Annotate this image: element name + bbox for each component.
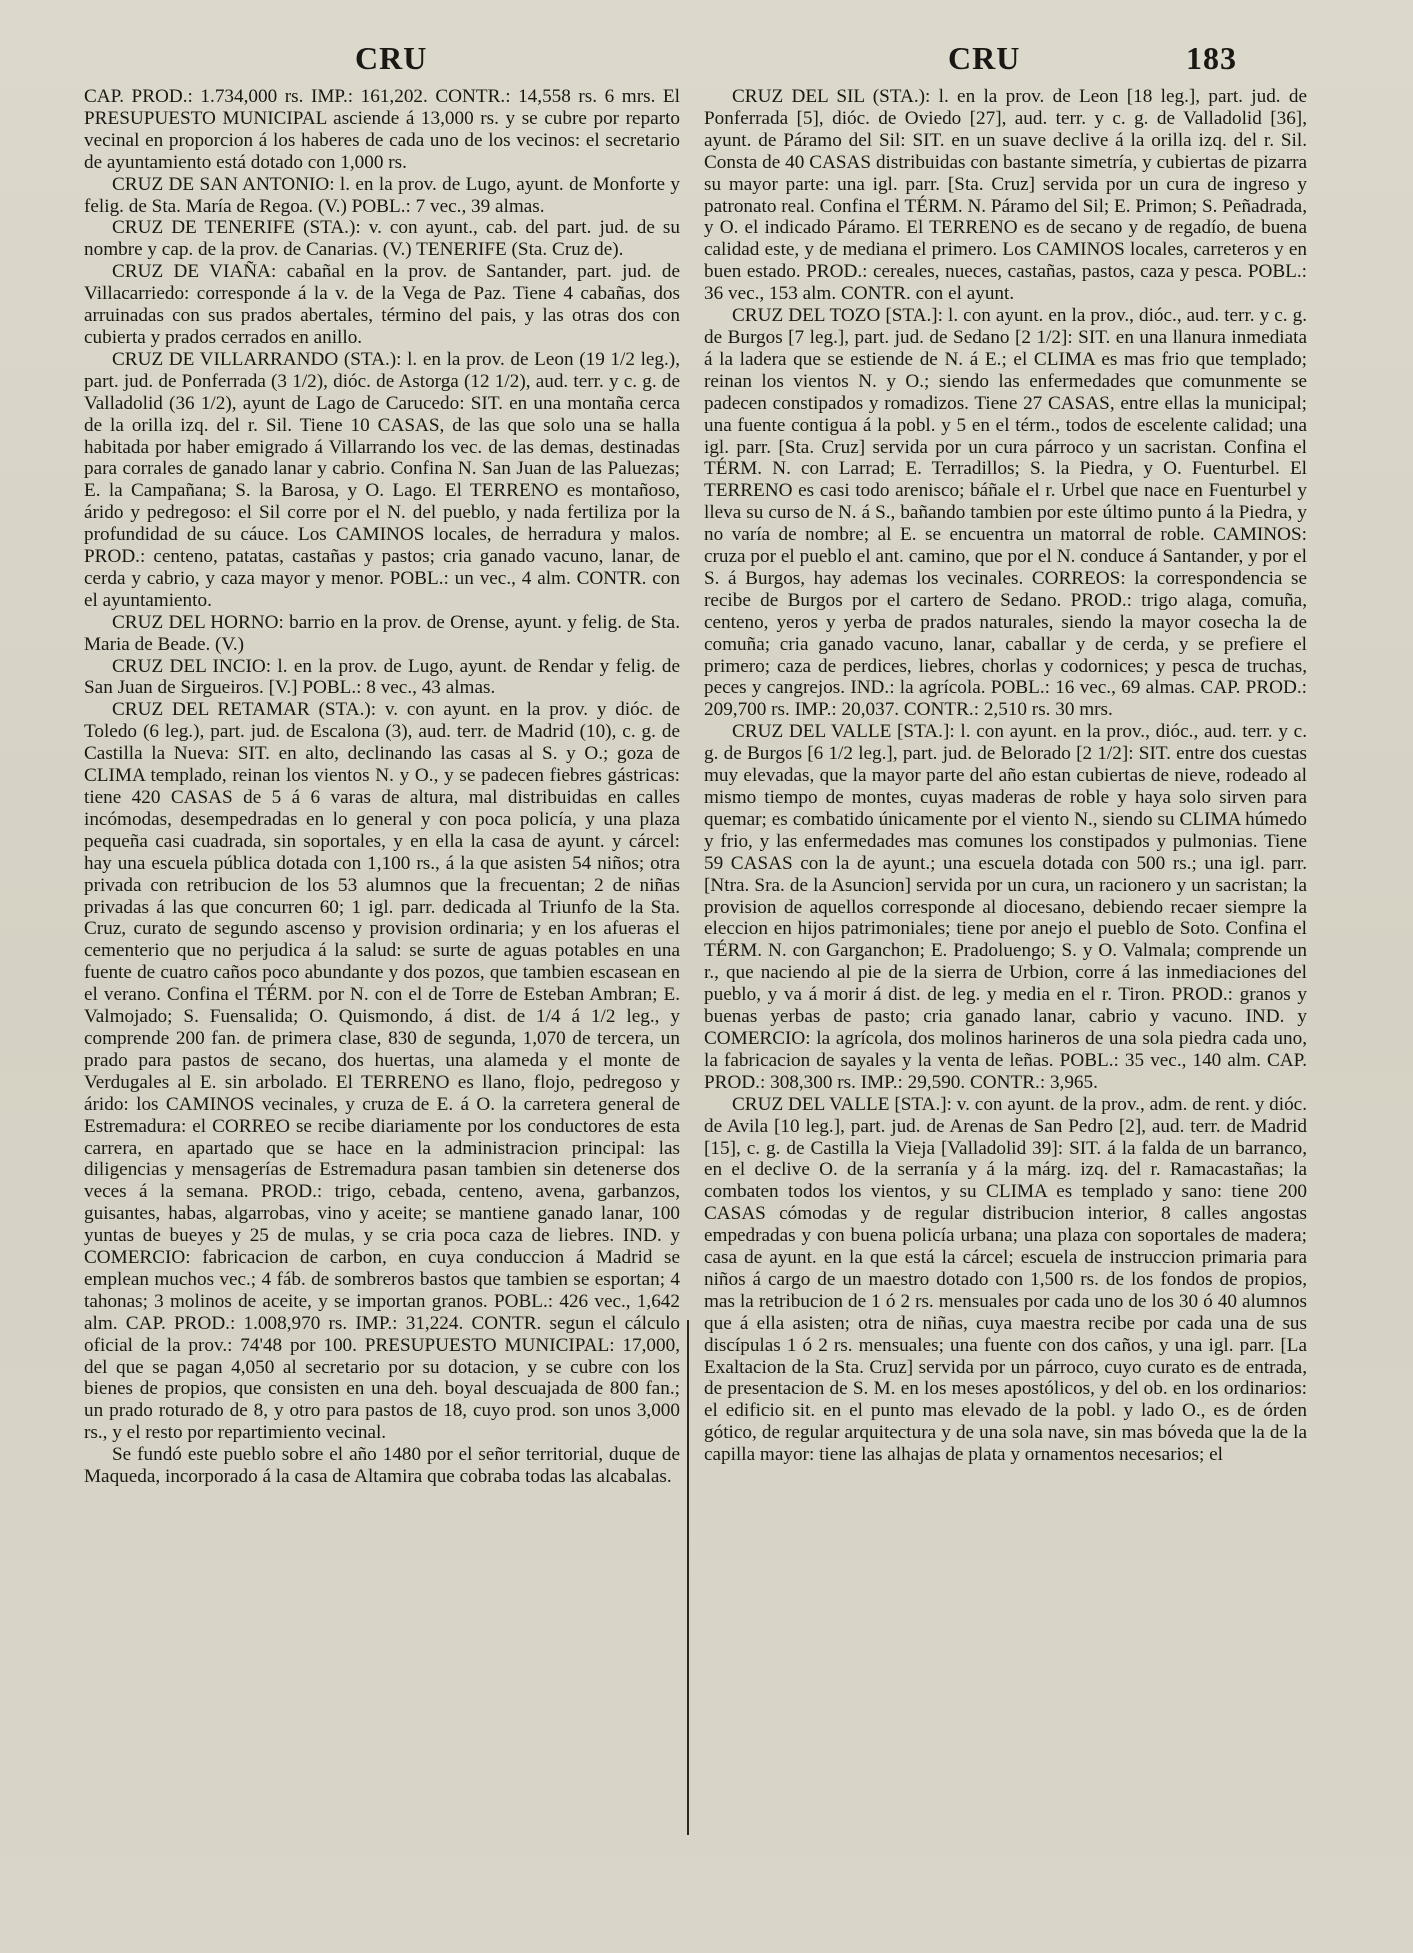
entry-cruz-de-san-antonio: CRUZ DE SAN ANTONIO: l. en la prov. de Lugo, ayunt. de Monforte y felig. de Sta. María de Regoa. (V.) POBL.: 7 vec., 39 almas. bbox=[84, 173, 680, 217]
entry-cruz-del-retamar: CRUZ DEL RETAMAR (STA.): v. con ayunt. en la prov. y dióc. de Toledo (6 leg.), part. jud. de Escalona (3), aud. terr. de Madrid (10), c. g. de Castilla la Nueva: SIT. en alto, declinando las casas al S. y O.; goza de CLIMA templado, reinan los vientos N. y O., y se padecen fiebres gástricas: tiene 420 CASAS de 5 á 6 varas de altura, mal distribuidas en calles incómodas, desempedradas en lo general y con poca policía, y una plaza pequeña casi cuadrada, sin soportales, y en ella la casa de ayunt. y cárcel: hay una escuela pública dotada con 1,100 rs., á la que asisten 54 niños; otra privada con retribucion de los 53 alumnos que la frecuentan; 2 de niñas privadas á las que concurren 60; 1 igl. parr. dedicada al Triunfo de la Sta. Cruz, curato de segundo ascenso y provision ordinaria; y en los afueras el cementerio que no perjudica á la salud: se surte de aguas potables en una fuente de cuatro caños poco abundante y dos pozos, que tambien escasean en el verano. Confina el TÉRM. por N. con el de Torre de Esteban Ambran; E. Valmojado; S. Fuensalida; O. Quismondo, á dist. de 1/4 á 1/2 leg., y comprende 200 fan. de primera clase, 830 de segunda, 1,070 de tercera, un prado para pastos de secano, dos huertas, una alameda y el monte de Verdugales al E. sin arbolado. El TERRENO es llano, flojo, pedregoso y árido: los CAMINOS vecinales, y cruza de E. á O. la carretera general de Estremadura: el CORREO se recibe diariamente por los conductores de esta carrera, en apartado que se hace en la administracion principal: las diligencias y mensagerías de Estremadura pasan tambien sin detenerse dos veces á la semana. PROD.: trigo, cebada, centeno, avena, garbanzos, guisantes, habas, algarrobas, vino y aceite; se mantiene ganado lanar, 100 yuntas de bueyes y 25 de mulas, y se cria poca caza de liebres. IND. y COMERCIO: fabricacion de carbon, en cuya conduccion á Madrid se emplean muchos vec.; 4 fáb. de sombreros bastos que tambien se esportan; 4 tahonas; 3 molinos de aceite, y se importan granos. POBL.: 426 vec., 1,642 alm. CAP. PROD.: 1.008,970 rs. IMP.: 31,224. CONTR. segun el cálculo oficial de la prov.: 74'48 por 100. PRESUPUESTO MUNICIPAL: 17,000, del que se pagan 4,050 al secretario por su dotacion, y se cubre con los bienes de propios, que consisten en una deh. boyal descuajada de 800 fan.; un prado roturado de 8, y otro para pastos de 18, cuyo prod. son unos 3,000 rs., y el resto por repartimiento vecinal. bbox=[84, 699, 680, 1444]
entry-paragraph: Se fundó este pueblo sobre el año 1480 por el señor territorial, duque de Maqueda, incorporado á la casa de Altamira que cobraba todas las alcabalas. bbox=[84, 1444, 680, 1488]
entry-cruz-del-incio: CRUZ DEL INCIO: l. en la prov. de Lugo, ayunt. de Rendar y felig. de San Juan de Sirgueiros. [V.] POBL.: 8 vec., 43 almas. bbox=[84, 655, 680, 699]
entry-cruz-de-villarrando: CRUZ DE VILLARRANDO (STA.): l. en la prov. de Leon (19 1/2 leg.), part. jud. de Ponferrada (3 1/2), dióc. de Astorga (12 1/2), aud. terr. y c. g. de Valladolid (36 1/2), ayunt de Lago de Carucedo: SIT. en una montaña cerca de la orilla izq. del r. Sil. Tiene 10 CASAS, de las que solo una se halla habitada por haber emigrado á Villarrando los vec. de las demas, destinadas para corrales de ganado lanar y cabrio. Confina N. San Juan de las Paluezas; E. la Campañana; S. la Barosa, y O. Lago. El TERRENO es montañoso, árido y pedregoso: el Sil corre por el N. del pueblo, y nada fertiliza por la profundidad de su cáuce. Los CAMINOS locales, de herradura y malos. PROD.: centeno, patatas, castañas y pastos; cria ganado vacuno, lanar, de cerda y cabrio, y caza mayor y menor. POBL.: un vec., 4 alm. CONTR. con el ayuntamiento. bbox=[84, 348, 680, 611]
left-column bbox=[84, 86, 680, 1488]
right-column bbox=[704, 86, 1307, 1466]
entry-cruz-del-tozo: CRUZ DEL TOZO [STA.]: l. con ayunt. en la prov., dióc., aud. terr. y c. g. de Burgos [7 leg.], part. jud. de Sedano [2 1/2]: SIT. en una llanura inmediata á la ladera que se estiende de N. á E.; el CLIMA es mas frio que templado; reinan los vientos N. y O.; siendo las enfermedades que comunmente se padecen constipados y romadizos. Tiene 27 CASAS, entre ellas la municipal; una fuente contigua á la pobl. y 5 en el térm., todos de escelente calidad; una igl. parr. [Sta. Cruz] servida por un cura párroco y un sacristan. Confina el TÉRM. N. con Larrad; E. Terradillos; S. la Piedra, y O. Fuenturbel. El TERRENO es casi todo arenisco; báñale el r. Urbel que nace en Fuenturbel y lleva su curso de N. á S., bañando tambien por este último punto á la Piedra, y no varía de nombre; al E. se encuentra un matorral de roble. CAMINOS: cruza por el pueblo el ant. camino, que por el N. conduce á Santander, y por el S. á Burgos, hay ademas los vecinales. CORREOS: la correspondencia se recibe de Burgos por el cartero de Sedano. PROD.: trigo alaga, comuña, centeno, yeros y yerba de prados naturales, siendo la mayor cosecha la de comuña; cria ganado vacuno, lanar, caballar y de cerda, y se prefiere el primero; caza de perdices, liebres, chorlas y codornices; y pesca de truchas, peces y cangrejos. IND.: la agrícola. POBL.: 16 vec., 69 almas. CAP. PROD.: 209,700 rs. IMP.: 20,037. CONTR.: 2,510 rs. 30 mrs. bbox=[704, 305, 1307, 721]
entry-cruz-de-tenerife: CRUZ DE TENERIFE (STA.): v. con ayunt., cab. del part. jud. de su nombre y cap. de la prov. de Canarias. (V.) TENERIFE (Sta. Cruz de). bbox=[84, 217, 680, 261]
entry-cruz-del-valle-avila: CRUZ DEL VALLE [STA.]: v. con ayunt. de la prov., adm. de rent. y dióc. de Avila [10 leg.], part. jud. de Arenas de San Pedro [2], aud. terr. de Madrid [15], c. g. de Castilla la Vieja [Valladolid 39]: SIT. á la falda de un barranco, en el declive O. de la serranía y á la márg. izq. del r. Ramacastañas; la combaten todos los vientos, y su CLIMA es templado y sano: tiene 200 CASAS cómodas y de regular distribucion interior, 8 calles angostas empedradas y con buena policía urbana; una plaza con soportales de madera; casa de ayunt. en la que está la cárcel; escuela de instruccion primaria para niños á cargo de un maestro dotado con 1,500 rs. de los fondos de propios, mas la retribucion de 1 ó 2 rs. mensuales por cada uno de los 30 ó 40 alumnos que á ella asisten; otra de niñas, cuya maestra recibe por cada una de sus discípulas 1 ó 2 rs. mensuales; una fuente con dos caños, y una igl. parr. [La Exaltacion de la Sta. Cruz] servida por un párroco, cuyo curato es de entrada, de presentacion de S. M. en los meses apostólicos, y del ob. en los ordinarios: el edificio sit. en el punto mas elevado de la pobl. y lado O., es de órden gótico, de regular arquitectura y de una sola nave, sin mas bóveda que la de la capilla mayor: tiene las alhajas de plata y ornamentos necesarios; el bbox=[704, 1093, 1307, 1466]
page-number: 183 bbox=[1186, 40, 1237, 76]
entry-cruz-de-viana: CRUZ DE VIAÑA: cabañal en la prov. de Santander, part. jud. de Villacarriedo: corresponde á la v. de la Vega de Paz. Tiene 4 cabañas, dos arruinadas con sus prados abertales, término del pais, y las otras dos con cubierta y prados cerrados en anillo. bbox=[84, 261, 680, 348]
entry-cruz-del-sil: CRUZ DEL SIL (STA.): l. en la prov. de Leon [18 leg.], part. jud. de Ponferrada [5], dióc. de Oviedo [27], aud. terr. y c. g. de Valladolid [36], ayunt. de Páramo del Sil: SIT. en un suave declive á la orilla izq. del r. Sil. Consta de 40 CASAS distribuidas con bastante simetría, y cubiertas de pizarra su mayor parte: una igl. parr. [Sta. Cruz] servida por un cura de ingreso y patronato real. Confina el TÉRM. N. Páramo del Sil; E. Primon; S. Peñadrada, y O. el indicado Páramo. El TERRENO es de secano y de regadío, de buena calidad este, y de mediana el primero. Los CAMINOS locales, carreteros y en buen estado. PROD.: cereales, nueces, castañas, pastos, caza y pesca. POBL.: 36 vec., 153 alm. CONTR. con el ayunt. bbox=[704, 86, 1307, 305]
running-head-right: CRU bbox=[948, 40, 1021, 76]
entry-cruz-del-horno: CRUZ DEL HORNO: barrio en la prov. de Orense, ayunt. y felig. de Sta. Maria de Beade. (V.) bbox=[84, 611, 680, 655]
running-head-left: CRU bbox=[355, 40, 428, 76]
column-rule bbox=[687, 1320, 689, 1835]
entry-cruz-del-valle-burgos: CRUZ DEL VALLE [STA.]: l. con ayunt. en la prov., dióc., aud. terr. y c. g. de Burgos [6 1/2 leg.], part. jud. de Belorado [2 1/2]: SIT. entre dos cuestas muy elevadas, que la mayor parte del año estan cubiertas de nieve, rodeado al mismo tiempo de montes, cuyas maderas de roble y haya solo sirven para quemar; es combatido únicamente por el viento N., siendo su CLIMA húmedo y frio, y las enfermedades mas comunes los constipados y pulmonias. Tiene 59 CASAS con la de ayunt.; una escuela dotada con 500 rs.; una igl. parr. [Ntra. Sra. de la Asuncion] servida por un cura, un racionero y un sacristan; la provision de aquellos corresponde al diocesano, debiendo recaer siempre la eleccion en hijos patrimoniales; tiene por anejo el pueblo de Soto. Confina el TÉRM. N. con Garganchon; E. Pradoluengo; S. y O. Valmala; comprende un r., que naciendo al pie de la sierra de Urbion, corre á las inmediaciones del pueblo, y va á morir á dist. de leg. y media en el r. Tiron. PROD.: granos y buenas yerbas de pasto; cria ganado lanar, cabrio y vacuno. IND. y COMERCIO: la agrícola, dos molinos harineros de una sola piedra cada uno, la fabricacion de sayales y la venta de leñas. POBL.: 35 vec., 140 alm. CAP. PROD.: 308,300 rs. IMP.: 29,590. CONTR.: 3,965. bbox=[704, 721, 1307, 1093]
entry-paragraph: CAP. PROD.: 1.734,000 rs. IMP.: 161,202. CONTR.: 14,558 rs. 6 mrs. El PRESUPUESTO MUNICIPAL asciende á 13,000 rs. y se cubre por reparto vecinal en proporcion á los haberes de cada uno de los vecinos: el secretario de ayuntamiento está dotado con 1,000 rs. bbox=[84, 86, 680, 173]
